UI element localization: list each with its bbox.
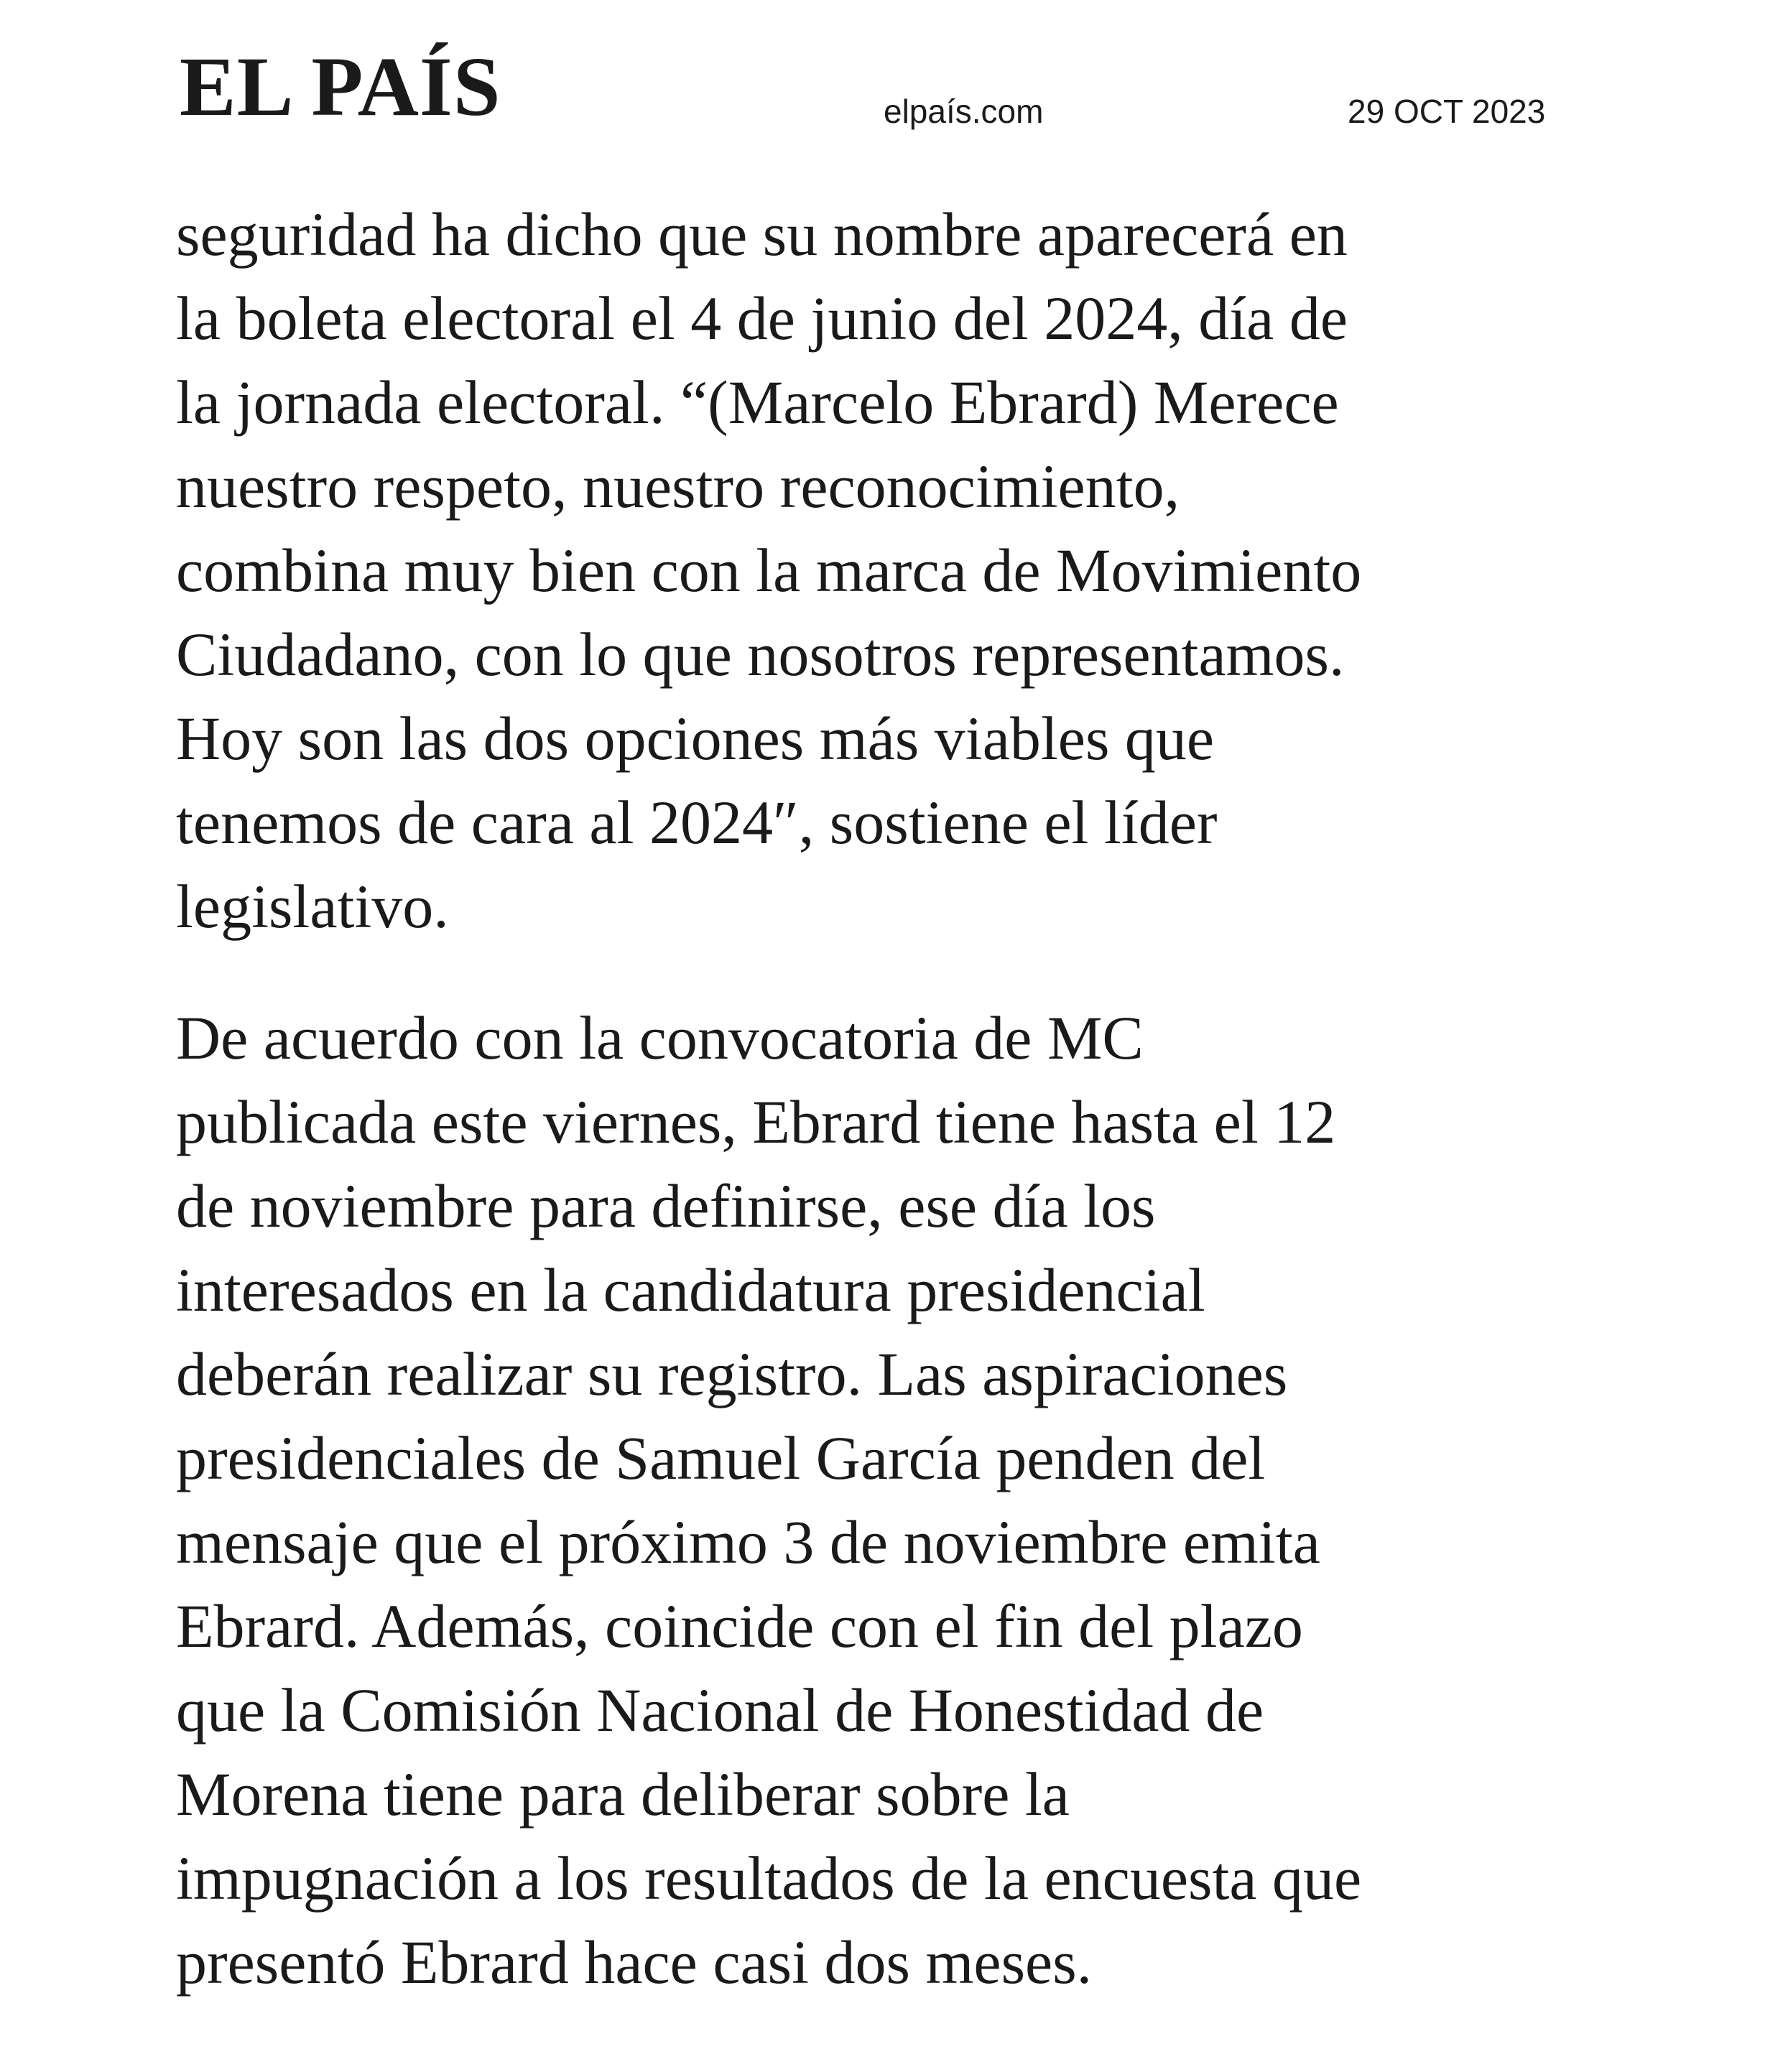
text-line: Ebrard. Además, coincide con el fin del plazo [176,1592,1303,1660]
text-line: Ciudadano, con lo que nosotros representamos. [176,620,1345,689]
site-url: elpaís.com [884,93,1044,130]
text-line: legislativo. [176,872,449,941]
text-line: interesados en la candidatura presidencial [176,1255,1205,1324]
text-line: la jornada electoral. “(Marcelo Ebrard) Merece [176,368,1339,437]
text-line: combina muy bien con la marca de Movimiento [176,536,1362,605]
text-line: nuestro respeto, nuestro reconocimiento, [176,452,1180,521]
text-line: publicada este viernes, Ebrard tiene hasta el 12 [176,1087,1336,1156]
text-line: la boleta electoral el 4 de junio del 2024, día de [176,284,1348,353]
text-line: impugnación a los resultados de la encuesta que [176,1844,1362,1913]
text-line: Morena tiene para deliberar sobre la [176,1760,1070,1829]
publication-date: 29 OCT 2023 [1348,93,1546,130]
text-line: mensaje que el próximo 3 de noviembre emita [176,1507,1320,1576]
el-pais-logo: EL PAÍS [180,40,501,134]
article-paragraph-1 [176,192,1613,949]
article-body [176,192,1613,2004]
text-line: deberán realizar su registro. Las aspiraciones [176,1339,1288,1408]
text-line: presentó Ebrard hace casi dos meses. [176,1928,1093,1997]
text-line: De acuerdo con la convocatoria de MC [176,1003,1144,1072]
page-header [0,0,1765,158]
text-line: Hoy son las dos opciones más viables que [176,704,1215,773]
text-line: seguridad ha dicho que su nombre aparecerá en [176,200,1348,269]
article-paragraph-2 [176,996,1613,2004]
text-line: que la Comisión Nacional de Honestidad de [176,1676,1264,1745]
text-line: presidenciales de Samuel García penden del [176,1423,1266,1492]
text-line: de noviembre para definirse, ese día los [176,1171,1156,1240]
text-line: tenemos de cara al 2024″, sostiene el líder [176,788,1218,857]
